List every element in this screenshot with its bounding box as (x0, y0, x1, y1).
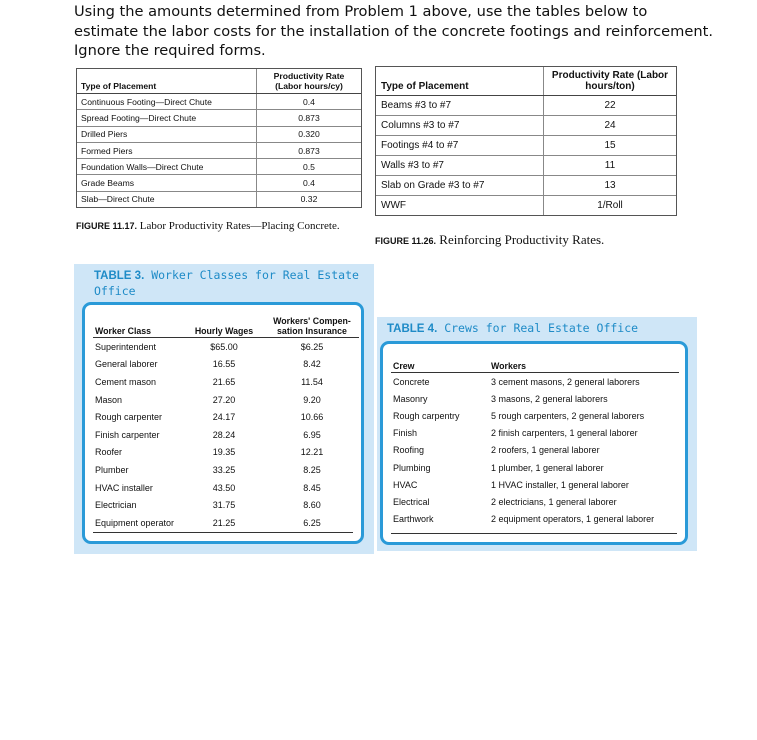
table-cell: 10.66 (300, 412, 324, 423)
column-header: Crew (391, 360, 489, 373)
table-cell: Rough carpentry (393, 410, 460, 421)
table-row (93, 373, 359, 391)
table-title (94, 268, 374, 299)
figure-label: FIGURE 11.17. (76, 221, 138, 231)
table-row (93, 514, 359, 532)
table-body (93, 338, 359, 532)
table-row (93, 444, 359, 462)
table-cell: Earthwork (393, 514, 434, 525)
table-cell: Plumber (95, 464, 129, 475)
table-row (391, 511, 679, 528)
table-cell: 3 cement masons, 2 general laborers (491, 376, 640, 387)
table-row (376, 116, 676, 136)
table-cell: 6.95 (303, 429, 321, 440)
table-cell: Walls #3 to #7 (376, 156, 544, 176)
table-row (93, 338, 359, 356)
table-cell: WWF (381, 200, 406, 211)
column-header: Productivity Rate (Labor hours/ton) (544, 67, 677, 96)
table-cell: Continuous Footing—Direct Chute (77, 94, 257, 110)
table-cell: 1/Roll (544, 196, 677, 216)
table-cell: 12.21 (300, 447, 324, 458)
column-header: Workers' Compen-sation Insurance (265, 315, 359, 338)
table-row (391, 407, 679, 424)
table-cell: 16.55 (212, 359, 236, 370)
table-cell: $6.25 (300, 341, 324, 352)
table-cell: Columns #3 to #7 (376, 116, 544, 136)
table-row (93, 408, 359, 426)
table-row (93, 426, 359, 444)
table-row (93, 479, 359, 497)
placing-concrete-table (76, 68, 362, 208)
table-cell: 0.4 (257, 175, 362, 191)
table-row (376, 176, 676, 196)
table-cell: HVAC installer (95, 482, 153, 493)
table-cell: Equipment operator (95, 517, 175, 528)
table-row (93, 461, 359, 479)
table-cell: Electrician (95, 500, 137, 511)
table-body (376, 96, 676, 216)
table-cell: 11 (544, 156, 677, 176)
table-row (77, 191, 361, 207)
table-cell: 0.4 (257, 94, 362, 110)
table-row (77, 110, 361, 126)
table-cell: Grade Beams (77, 175, 257, 191)
table-cell: 22 (544, 96, 677, 116)
table-cell: Foundation Walls—Direct Chute (77, 159, 257, 175)
table-title-text: Worker Classes for Real Estate Office (94, 268, 359, 298)
reinforcing-rates-table (375, 66, 677, 216)
table-cell: 8.42 (303, 359, 321, 370)
table-cell: 8.45 (303, 482, 321, 493)
table-row (391, 459, 679, 476)
table-cell: Finish (393, 428, 418, 439)
table-cell: 3 masons, 2 general laborers (491, 393, 608, 404)
table-row (93, 496, 359, 514)
table-row (77, 94, 361, 110)
table-cell: General laborer (95, 359, 158, 370)
table-cell: 19.35 (212, 447, 236, 458)
table-label: TABLE 4. (387, 323, 438, 335)
table-cell: Rough carpenter (95, 412, 163, 423)
column-header: Hourly Wages (183, 315, 265, 338)
crews-table (380, 341, 688, 545)
column-header: Workers (489, 360, 679, 373)
table-row (376, 156, 676, 176)
table-cell: 33.25 (212, 464, 236, 475)
table-cell: Finish carpenter (95, 429, 160, 440)
table-cell: Beams #3 to #7 (376, 96, 544, 116)
table-cell: 13 (544, 176, 677, 196)
table-cell: 5 rough carpenters, 2 general laborers (491, 410, 645, 421)
table-cell: Roofing (393, 445, 425, 456)
column-header: Worker Class (93, 315, 183, 338)
table-body (77, 94, 361, 208)
table-cell: 2 electricians, 1 general laborer (491, 496, 617, 507)
table-body (391, 373, 679, 528)
table-cell: 28.24 (212, 429, 236, 440)
table-row (376, 136, 676, 156)
figure-caption-text: Reinforcing Productivity Rates. (439, 232, 605, 247)
problem-instructions: Using the amounts determined from Problem 1 above, use the tables below to estimate the labor costs for the installation of the concrete footings and reinforcement. Ignore the required forms. (74, 3, 713, 59)
table-cell: 8.60 (303, 500, 321, 511)
table-cell: 6.25 (303, 517, 321, 528)
table-cell: Plumbing (393, 462, 431, 473)
table-row (93, 391, 359, 409)
table-cell: 0.5 (257, 159, 362, 175)
table-row (391, 425, 679, 442)
figure-caption-text: Labor Productivity Rates—Placing Concrete. (139, 220, 340, 232)
table-row (77, 126, 361, 142)
table-cell: Concrete (393, 376, 430, 387)
table-cell: Cement mason (95, 376, 157, 387)
table-row (391, 493, 679, 510)
table-cell: 21.65 (212, 376, 236, 387)
table-cell: 2 equipment operators, 1 general laborer (491, 514, 655, 525)
table-cell: Spread Footing—Direct Chute (77, 110, 257, 126)
table-cell: 1 HVAC installer, 1 general laborer (491, 479, 629, 490)
table-row (391, 476, 679, 493)
table-row (391, 373, 679, 391)
figure-caption (76, 221, 356, 233)
table-cell: $65.00 (210, 341, 238, 352)
table-row (391, 390, 679, 407)
table-cell: 21.25 (212, 517, 236, 528)
table-cell: 8.25 (303, 464, 321, 475)
table-cell: 0.32 (257, 191, 362, 207)
table-cell: Slab on Grade #3 to #7 (376, 176, 544, 196)
table-cell: 24 (544, 116, 677, 136)
table-cell: Superintendent (95, 341, 157, 352)
figure-caption (375, 232, 604, 248)
table-cell: 11.54 (301, 376, 323, 387)
table-cell: 31.75 (212, 500, 236, 511)
table-cell: Formed Piers (77, 142, 257, 158)
table-cell: 2 finish carpenters, 1 general laborer (491, 428, 638, 439)
table-cell: 24.17 (212, 412, 236, 423)
column-header: Type of Placement (376, 67, 544, 96)
figure-label: FIGURE 11.26. (375, 236, 437, 246)
worker-classes-table (82, 302, 364, 544)
table-rule (93, 532, 353, 533)
table-cell: Footings #4 to #7 (376, 136, 544, 156)
table-cell: 9.20 (303, 394, 321, 405)
table-cell: 15 (544, 136, 677, 156)
crews-panel (377, 317, 697, 551)
table-title (387, 321, 638, 335)
table-row (93, 356, 359, 374)
table-row (391, 442, 679, 459)
table-row (77, 159, 361, 175)
table-label: TABLE 3. (94, 270, 145, 282)
table-row (376, 96, 676, 116)
table-cell: 0.320 (257, 126, 362, 142)
table-cell: Drilled Piers (77, 126, 257, 142)
column-header: Type of Placement (77, 69, 257, 94)
table-cell: 1 plumber, 1 general laborer (491, 462, 604, 473)
column-header: Productivity Rate (Labor hours/cy) (257, 69, 362, 94)
table-cell: 43.50 (212, 482, 236, 493)
table-cell: 27.20 (212, 394, 236, 405)
table-title-text: Crews for Real Estate Office (444, 321, 639, 335)
table-cell: Mason (95, 394, 123, 405)
table-cell: Slab—Direct Chute (81, 194, 155, 205)
table-cell: HVAC (393, 479, 418, 490)
table-cell: Roofer (95, 447, 123, 458)
table-rule (391, 533, 677, 534)
table-cell: Electrical (393, 496, 430, 507)
table-cell: Masonry (393, 393, 428, 404)
table-cell: 0.873 (257, 142, 362, 158)
worker-classes-panel (74, 264, 374, 554)
table-row (77, 175, 361, 191)
table-row (77, 142, 361, 158)
table-row (376, 196, 676, 216)
table-cell: 0.873 (257, 110, 362, 126)
table-cell: 2 roofers, 1 general laborer (491, 445, 600, 456)
